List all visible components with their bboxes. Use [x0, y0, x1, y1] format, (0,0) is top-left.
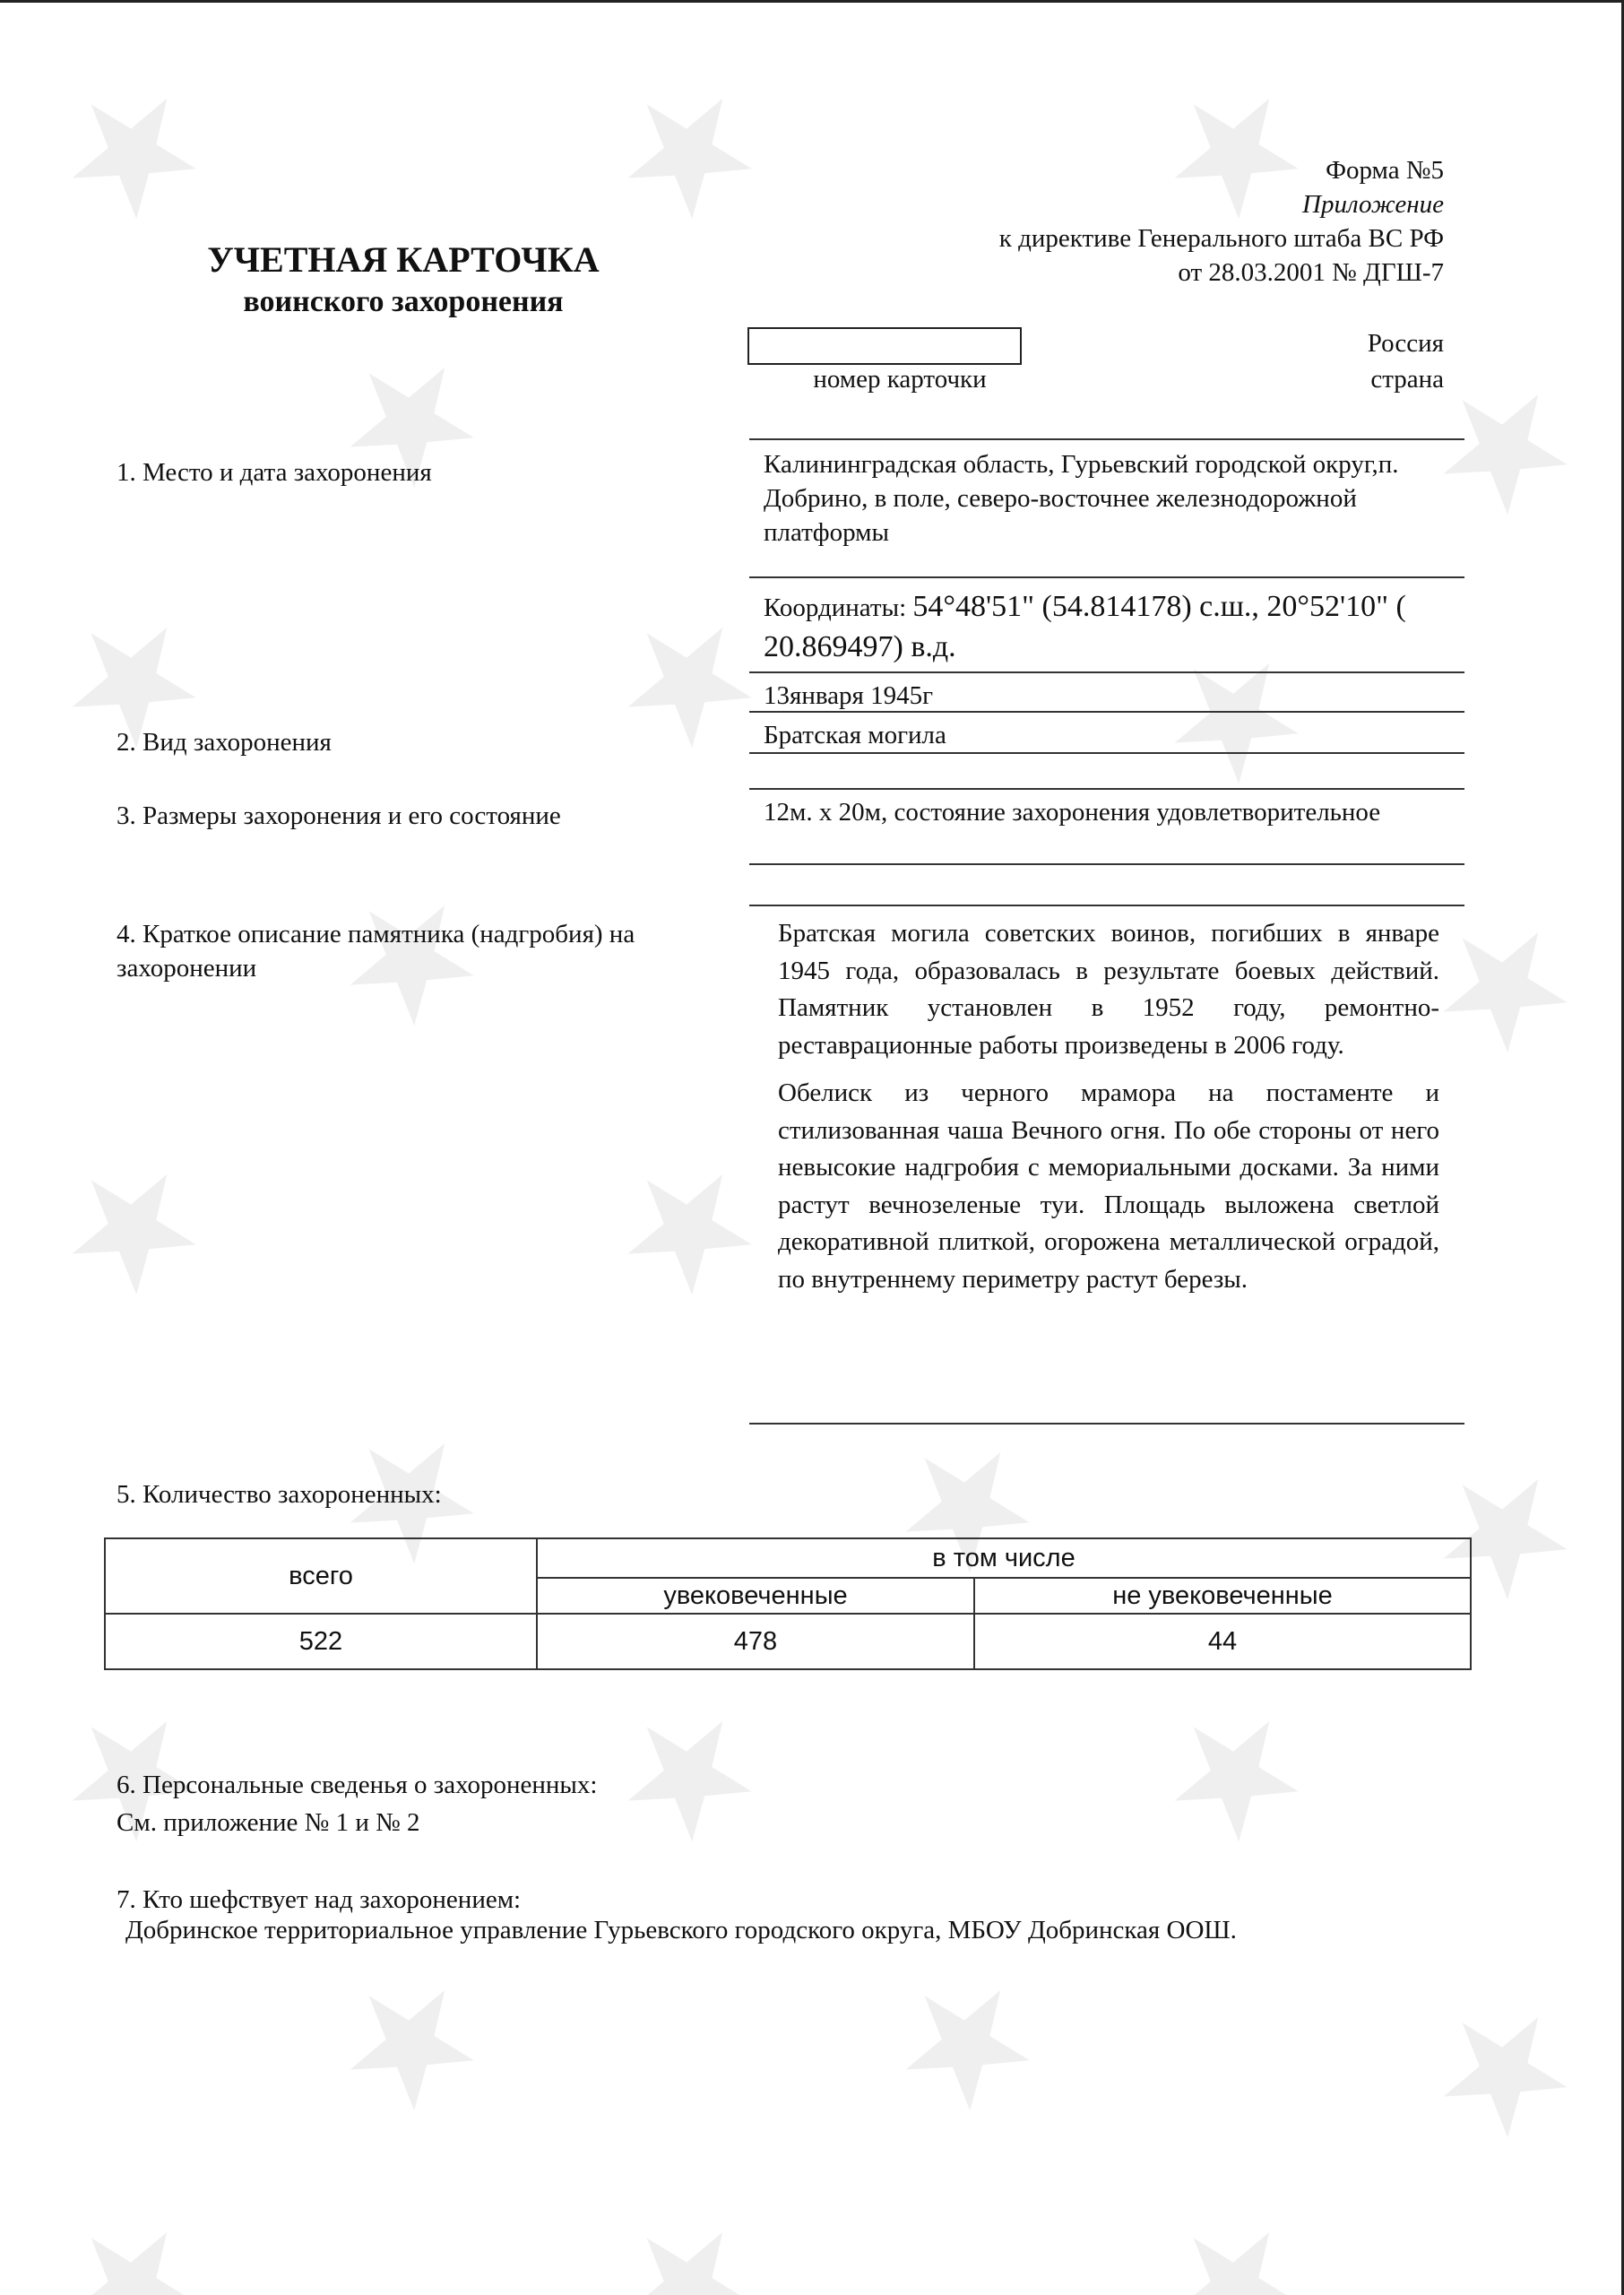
directive-date: от 28.03.2001 № ДГШ-7	[1178, 258, 1444, 287]
size-label: 3. Размеры захоронения и его состояние	[117, 801, 561, 830]
description-text	[778, 915, 1439, 1309]
form-reference	[999, 153, 1444, 290]
watermark-star-icon	[591, 56, 780, 245]
watermark-star-icon	[591, 1131, 780, 1321]
value-immortalized: 478	[537, 1614, 974, 1669]
table-row	[105, 1614, 1471, 1669]
header-total: всего	[105, 1538, 537, 1614]
place-label: 1. Место и дата захоронения	[117, 458, 432, 487]
size-value: 12м. х 20м, состояние захоронения удовлетворительное	[764, 798, 1381, 827]
card-number-label: номер карточки	[813, 365, 987, 394]
watermark-star-icon	[313, 1947, 502, 2136]
count-label: 5. Количество захороненных:	[117, 1480, 442, 1509]
coordinates-value	[764, 587, 1463, 668]
title-main: УЧЕТНАЯ КАРТОЧКА	[207, 239, 600, 280]
table-row	[105, 1538, 1471, 1578]
country-label: страна	[1370, 365, 1444, 394]
watermark-star-icon	[35, 1131, 224, 1321]
patron-value: Добринское территориальное управление Гурьевского городского округа, МБОУ Добринская ООШ.	[125, 1916, 1237, 1944]
field-rule	[749, 1423, 1464, 1425]
watermark-star-icon	[1406, 1974, 1595, 2163]
patron-label: 7. Кто шефствует над захоронением:	[117, 1885, 522, 1914]
document-title	[134, 238, 672, 322]
card-number-box[interactable]	[747, 327, 1022, 365]
personal-value: См. приложение № 1 и № 2	[117, 1808, 420, 1837]
header-not-immortalized: не увековеченные	[974, 1578, 1471, 1614]
value-not-immortalized: 44	[974, 1614, 1471, 1669]
country-value: Россия	[1367, 329, 1444, 358]
field-rule	[749, 576, 1464, 578]
burial-count-table	[104, 1537, 1472, 1670]
field-rule	[749, 905, 1464, 906]
field-rule	[749, 671, 1464, 673]
field-rule	[749, 438, 1464, 440]
header-including: в том числе	[537, 1538, 1471, 1578]
coordinates-prefix: Координаты:	[764, 593, 907, 622]
country-block	[1368, 325, 1444, 397]
coordinates-text: 54°48'51" (54.814178) с.ш., 20°52'10" ( 20.869497) в.д.	[764, 590, 1406, 663]
watermark-star-icon	[35, 56, 224, 245]
field-rule	[749, 863, 1464, 865]
value-total: 522	[105, 1614, 537, 1669]
watermark-star-icon	[35, 2189, 224, 2295]
watermark-star-icon	[868, 1947, 1058, 2136]
form-number: Форма №5	[1326, 156, 1444, 185]
field-rule	[749, 788, 1464, 790]
type-label: 2. Вид захоронения	[117, 728, 332, 757]
watermark-star-icon	[1137, 2189, 1326, 2295]
burial-date: 13января 1945г	[764, 681, 934, 710]
type-value: Братская могила	[764, 721, 946, 749]
appendix-label: Приложение	[1302, 190, 1444, 219]
watermark-star-icon	[591, 2189, 780, 2295]
field-rule	[749, 752, 1464, 754]
title-sub: воинского захоронения	[243, 285, 564, 318]
place-value: Калининградская область, Гурьевский городской округ,п. Добрино, в поле, северо-восточнее железнодорожной платформы	[764, 450, 1399, 547]
description-paragraph: Братская могила советских воинов, погибших в январе 1945 года, образовалась в результате боевых действий. Памятник установлен в 1952 году, ремонтно-реставрационные работы произведены в 2006 году.	[778, 919, 1439, 1060]
description-paragraph: Обелиск из черного мрамора на постаменте и стилизованная чаша Вечного огня. По обе стороны от него невысокие надгробия с мемориальными досками. За ними растут вечнозеленые туи. Площадь выложена светлой декоративной плиткой, огорожена металлической оградой, по внутреннему периметру растут березы.	[778, 1078, 1439, 1294]
directive-label: к директиве Генерального штаба ВС РФ	[998, 224, 1444, 253]
personal-label: 6. Персональные сведенья о захороненных:	[117, 1771, 598, 1799]
description-label: 4. Краткое описание памятника (надгробия) на захоронении	[117, 920, 635, 983]
header-immortalized: увековеченные	[537, 1578, 974, 1614]
